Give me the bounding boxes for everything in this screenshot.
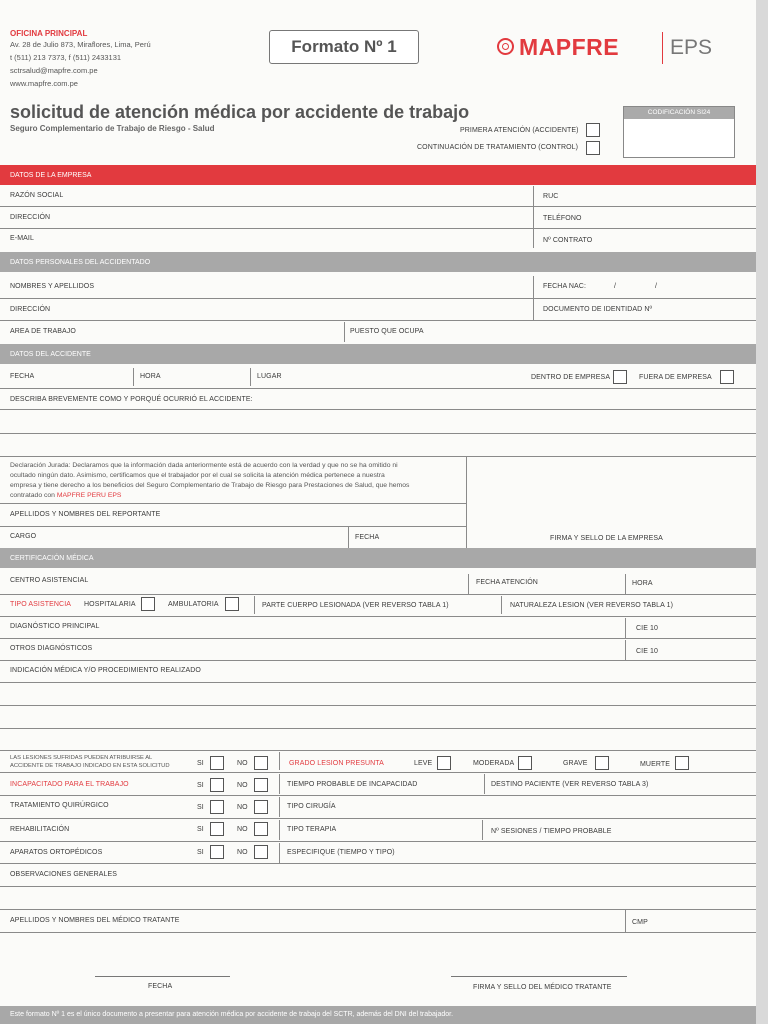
describe-label: DESCRIBA BREVEMENTE COMO Y PORQUÉ OCURRIÓ EL ACCIDENTE: (10, 396, 253, 403)
assistance-type-label: TIPO ASISTENCIA (10, 601, 72, 608)
surgery-label: TRATAMIENTO QUIRÚRGICO (10, 802, 109, 809)
grade-mild-checkbox[interactable] (437, 756, 451, 770)
cie10-label-2: CIE 10 (636, 648, 658, 655)
doctor-name-label: APELLIDOS Y NOMBRES DEL MÉDICO TRATANTE (10, 917, 180, 924)
inside-company-checkbox[interactable] (613, 370, 627, 384)
company-section-title: DATOS DE LA EMPRESA (10, 172, 92, 179)
position-label: PUESTO QUE OCUPA (350, 328, 424, 335)
continuation-label: CONTINUACIÓN DE TRATAMIENTO (CONTROL) (417, 144, 579, 151)
main-diagnosis-label: DIAGNÓSTICO PRINCIPAL (10, 623, 100, 630)
medical-section-title: CERTIFICACIÓN MÉDICA (10, 555, 94, 562)
inside-company-label: DENTRO DE EMPRESA (531, 374, 611, 381)
first-attention-checkbox[interactable] (586, 123, 600, 137)
procedure-label: INDICACIÓN MÉDICA Y/O PROCEDIMIENTO REALIZADO (10, 667, 201, 674)
hospital-label: HOSPITALARIA (84, 601, 136, 608)
contract-label: Nº CONTRATO (543, 237, 593, 244)
footer-bar (0, 1006, 756, 1024)
accident-section-bar (0, 344, 756, 364)
office-email: sctrsalud@mapfre.com.pe (10, 66, 98, 75)
surgery-type-label: TIPO CIRUGÍA (287, 803, 336, 810)
doctor-signature-label: FIRMA Y SELLO DEL MÉDICO TRATANTE (473, 984, 612, 991)
hospital-checkbox[interactable] (141, 597, 155, 611)
reporter-label: APELLIDOS Y NOMBRES DEL REPORTANTE (10, 511, 161, 518)
code-label: CODIFICACIÓN SI24 (624, 107, 734, 119)
orthopedic-label: APARATOS ORTOPÉDICOS (10, 849, 103, 856)
position-title-label: CARGO (10, 533, 37, 540)
attention-time-label: HORA (632, 580, 653, 587)
office-title: OFICINA PRINCIPAL (10, 29, 88, 38)
orthopedic-no-checkbox[interactable] (254, 845, 268, 859)
report-date-label: FECHA (355, 534, 380, 541)
company-signature-label: FIRMA Y SELLO DE LA EMPRESA (550, 535, 663, 542)
form-title: solicitud de atención médica por accidente de trabajo (10, 102, 470, 122)
medical-center-label: CENTRO ASISTENCIAL (10, 577, 89, 584)
first-attention-label: PRIMERA ATENCIÓN (ACCIDENTE) (460, 127, 579, 134)
patient-destination-label: DESTINO PACIENTE (VER REVERSO TABLA 3) (491, 781, 649, 788)
form-page: OFICINA PRINCIPAL Av. 28 de Julio 873, Miraflores, Lima, Perú t (511) 213 7373, f (511) 2433131 sctrsalud@mapfre.com.pe www.mapfre.com.pe Formato Nº 1 MAPFRE EPS solicitud de atención médica por accidente de trabajo Seguro Complementario de Trabajo de Riesgo - Salud PRIMERA ATENCIÓN (ACCIDENTE) CONTINUACIÓN DE TRATAMIENTO (CONTROL) CODIFICACIÓN SI24 DATOS DE LA EMPRESA RAZÓN SOCIAL RUC DIRECCIÓN TELÉFONO E-MAIL Nº CONTRATO DATOS PERSONALES DEL ACCIDENTADO NOMBRES Y APELLIDOS FECHA NAC: / / DIRECCIÓN DOCUMENTO DE IDENTIDAD Nº AREA DE TRABAJO PUESTO QUE OCUPA DATOS DEL ACCIDENTE FECHA HORA LUGAR DENTRO DE EMPRESA FUERA DE EMPRESA DESCRIBA BREVEMENTE COMO Y PORQUÉ OCURRIÓ EL ACCIDENTE: Declaración Jurada: Declaramos que la información dada anteriormente está de acuerdo con la verdad y que no se ha omitido ni ocultado ningún dato. Asimismo, certificamos que el trabajador por el cual se solicita la atención médica pertenece a nuestra empresa y tiene derecho a los beneficios del Seguro Complementario de Trabajo de Riesgo para Prestaciones de Salud, que hemos contratado con MAPFRE PERU EPS APELLIDOS Y NOMBRES DEL REPORTANTE CARGO FECHA FIRMA Y SELLO DE LA EMPRESA CERTIFICACIÓN MÉDICA CENTRO ASISTENCIAL FECHA ATENCIÓN HORA TIPO ASISTENCIA HOSPITALARIA AMBULATORIA PARTE CUERPO LESIONADA (VER REVERSO TABLA 1) NATURALEZA LESION (VER REVERSO TABLA 1) DIAGNÓSTICO PRINCIPAL CIE 10 OTROS DIAGNÓSTICOS CIE 10 INDICACIÓN MÉDICA Y/O PROCEDIMIENTO REALIZADO LAS LESIONES SUFRIDAS PUEDEN ATRIBUIRSE AL ACCIDENTE DE TRABAJO INDICADO EN ESTA SOLICITUD SI NO GRADO LESION PRESUNTA LEVE MODERADA GRAVE MUERTE INCAPACITADO PARA EL TRABAJO SI NO TIEMPO PROBABLE DE INCAPACIDAD DESTINO PACIENTE (VER REVERSO TABLA 3) TRATAMIENTO QUIRÚRGICO SI NO TIPO CIRUGÍA REHABILITACIÓN SI NO TIPO TERAPIA Nº SESIONES / TIEMPO PROBABLE APARATOS ORTOPÉDICOS SI NO ESPECIFIQUE (TIEMPO Y TIPO) OBSERVACIONES GENERALES APELLIDOS Y NOMBRES DEL MÉDICO TRATANTE CMP FECHA FIRMA Y SELLO DEL MÉDICO TRATANTE Este formato Nº 1 es el único documento a presentar para atención médica por accidente de trabajo del SCTR, además del DNI del trabajador. (0, 0, 756, 1024)
mapfre-logo-icon (497, 38, 514, 55)
attributable-label: LAS LESIONES SUFRIDAS PUEDEN ATRIBUIRSE AL ACCIDENTE DE TRABAJO INDICADO EN ESTA SOLICITUD (10, 755, 170, 769)
person-section-bar (0, 252, 756, 272)
injury-grade-label: GRADO LESION PRESUNTA (289, 760, 384, 767)
doctor-date-label: FECHA (148, 983, 173, 990)
accident-time-label: HORA (140, 373, 161, 380)
brand-name: MAPFRE (519, 34, 620, 60)
razon-social-label: RAZÓN SOCIAL (10, 192, 64, 199)
office-web: www.mapfre.com.pe (10, 79, 78, 88)
incapacity-time-label: TIEMPO PROBABLE DE INCAPACIDAD (287, 781, 418, 788)
cie10-label-1: CIE 10 (636, 625, 658, 632)
email-label: E-MAIL (10, 235, 34, 242)
rehab-label: REHABILITACIÓN (10, 826, 70, 833)
brand-divider (662, 32, 663, 64)
accident-section-title: DATOS DEL ACCIDENTE (10, 351, 91, 358)
form-subtitle: Seguro Complementario de Trabajo de Riesgo - Salud (10, 124, 215, 133)
work-area-label: AREA DE TRABAJO (10, 328, 76, 335)
observations-label: OBSERVACIONES GENERALES (10, 871, 118, 878)
rehab-yes-checkbox[interactable] (210, 822, 224, 836)
incapacitated-yes-checkbox[interactable] (210, 778, 224, 792)
grade-severe-checkbox[interactable] (595, 756, 609, 770)
orthopedic-yes-checkbox[interactable] (210, 845, 224, 859)
sessions-label: Nº SESIONES / TIEMPO PROBABLE (491, 828, 612, 835)
company-section-bar (0, 165, 756, 185)
ruc-label: RUC (543, 193, 559, 200)
format-box (269, 30, 419, 64)
surgery-yes-checkbox[interactable] (210, 800, 224, 814)
accident-date-label: FECHA (10, 373, 35, 380)
company-address-label: DIRECCIÓN (10, 214, 51, 221)
incapacitated-no-checkbox[interactable] (254, 778, 268, 792)
continuation-checkbox[interactable] (586, 141, 600, 155)
attributable-yes-checkbox[interactable] (210, 756, 224, 770)
other-diagnosis-label: OTROS DIAGNÓSTICOS (10, 645, 93, 652)
sworn-declaration: Declaración Jurada: Declaramos que la información dada anteriormente está de acuerdo con la verdad y que no se ha omitido ni ocultado ningún dato. Asimismo, certificamos que el trabajador por el cual se solicita la atención médica pertenece a nuestra empresa y tiene derecho a los beneficios del Seguro Complementario de Trabajo de Riesgo para Prestaciones de Salud, que hemos contratado con MAPFRE PERU EPS (10, 462, 410, 499)
attributable-no-checkbox[interactable] (254, 756, 268, 770)
grade-death-checkbox[interactable] (675, 756, 689, 770)
incapacitated-label: INCAPACITADO PARA EL TRABAJO (10, 781, 129, 788)
attention-date-label: FECHA ATENCIÓN (476, 579, 538, 586)
outside-company-label: FUERA DE EMPRESA (639, 374, 712, 381)
id-document-label: DOCUMENTO DE IDENTIDAD Nº (543, 306, 653, 313)
cmp-label: CMP (632, 919, 648, 926)
specify-label: ESPECIFIQUE (TIEMPO Y TIPO) (287, 849, 395, 856)
code-box (623, 106, 735, 158)
office-address: Av. 28 de Julio 873, Miraflores, Lima, Perú (10, 40, 151, 49)
names-label: NOMBRES Y APELLIDOS (10, 283, 95, 290)
phone-label: TELÉFONO (543, 215, 582, 222)
therapy-type-label: TIPO TERAPIA (287, 826, 337, 833)
person-address-label: DIRECCIÓN (10, 306, 51, 313)
medical-section-bar (0, 548, 756, 568)
body-part-label: PARTE CUERPO LESIONADA (VER REVERSO TABLA 1) (262, 602, 449, 609)
ambulatory-label: AMBULATORIA (168, 601, 219, 608)
surgery-no-checkbox[interactable] (254, 800, 268, 814)
ambulatory-checkbox[interactable] (225, 597, 239, 611)
rehab-no-checkbox[interactable] (254, 822, 268, 836)
office-phones: t (511) 213 7373, f (511) 2433131 (10, 53, 122, 62)
footer-note: Este formato Nº 1 es el único documento a presentar para atención médica por accidente de trabajo del SCTR, además del DNI del trabajador. (10, 1011, 454, 1018)
brand-suffix: EPS (670, 36, 713, 59)
grade-moderate-checkbox[interactable] (518, 756, 532, 770)
format-label: Formato Nº 1 (291, 37, 397, 56)
person-section-title: DATOS PERSONALES DEL ACCIDENTADO (10, 259, 151, 266)
outside-company-checkbox[interactable] (720, 370, 734, 384)
birthdate-label: FECHA NAC: (543, 283, 587, 290)
injury-nature-label: NATURALEZA LESION (VER REVERSO TABLA 1) (510, 602, 674, 609)
accident-place-label: LUGAR (257, 373, 282, 380)
